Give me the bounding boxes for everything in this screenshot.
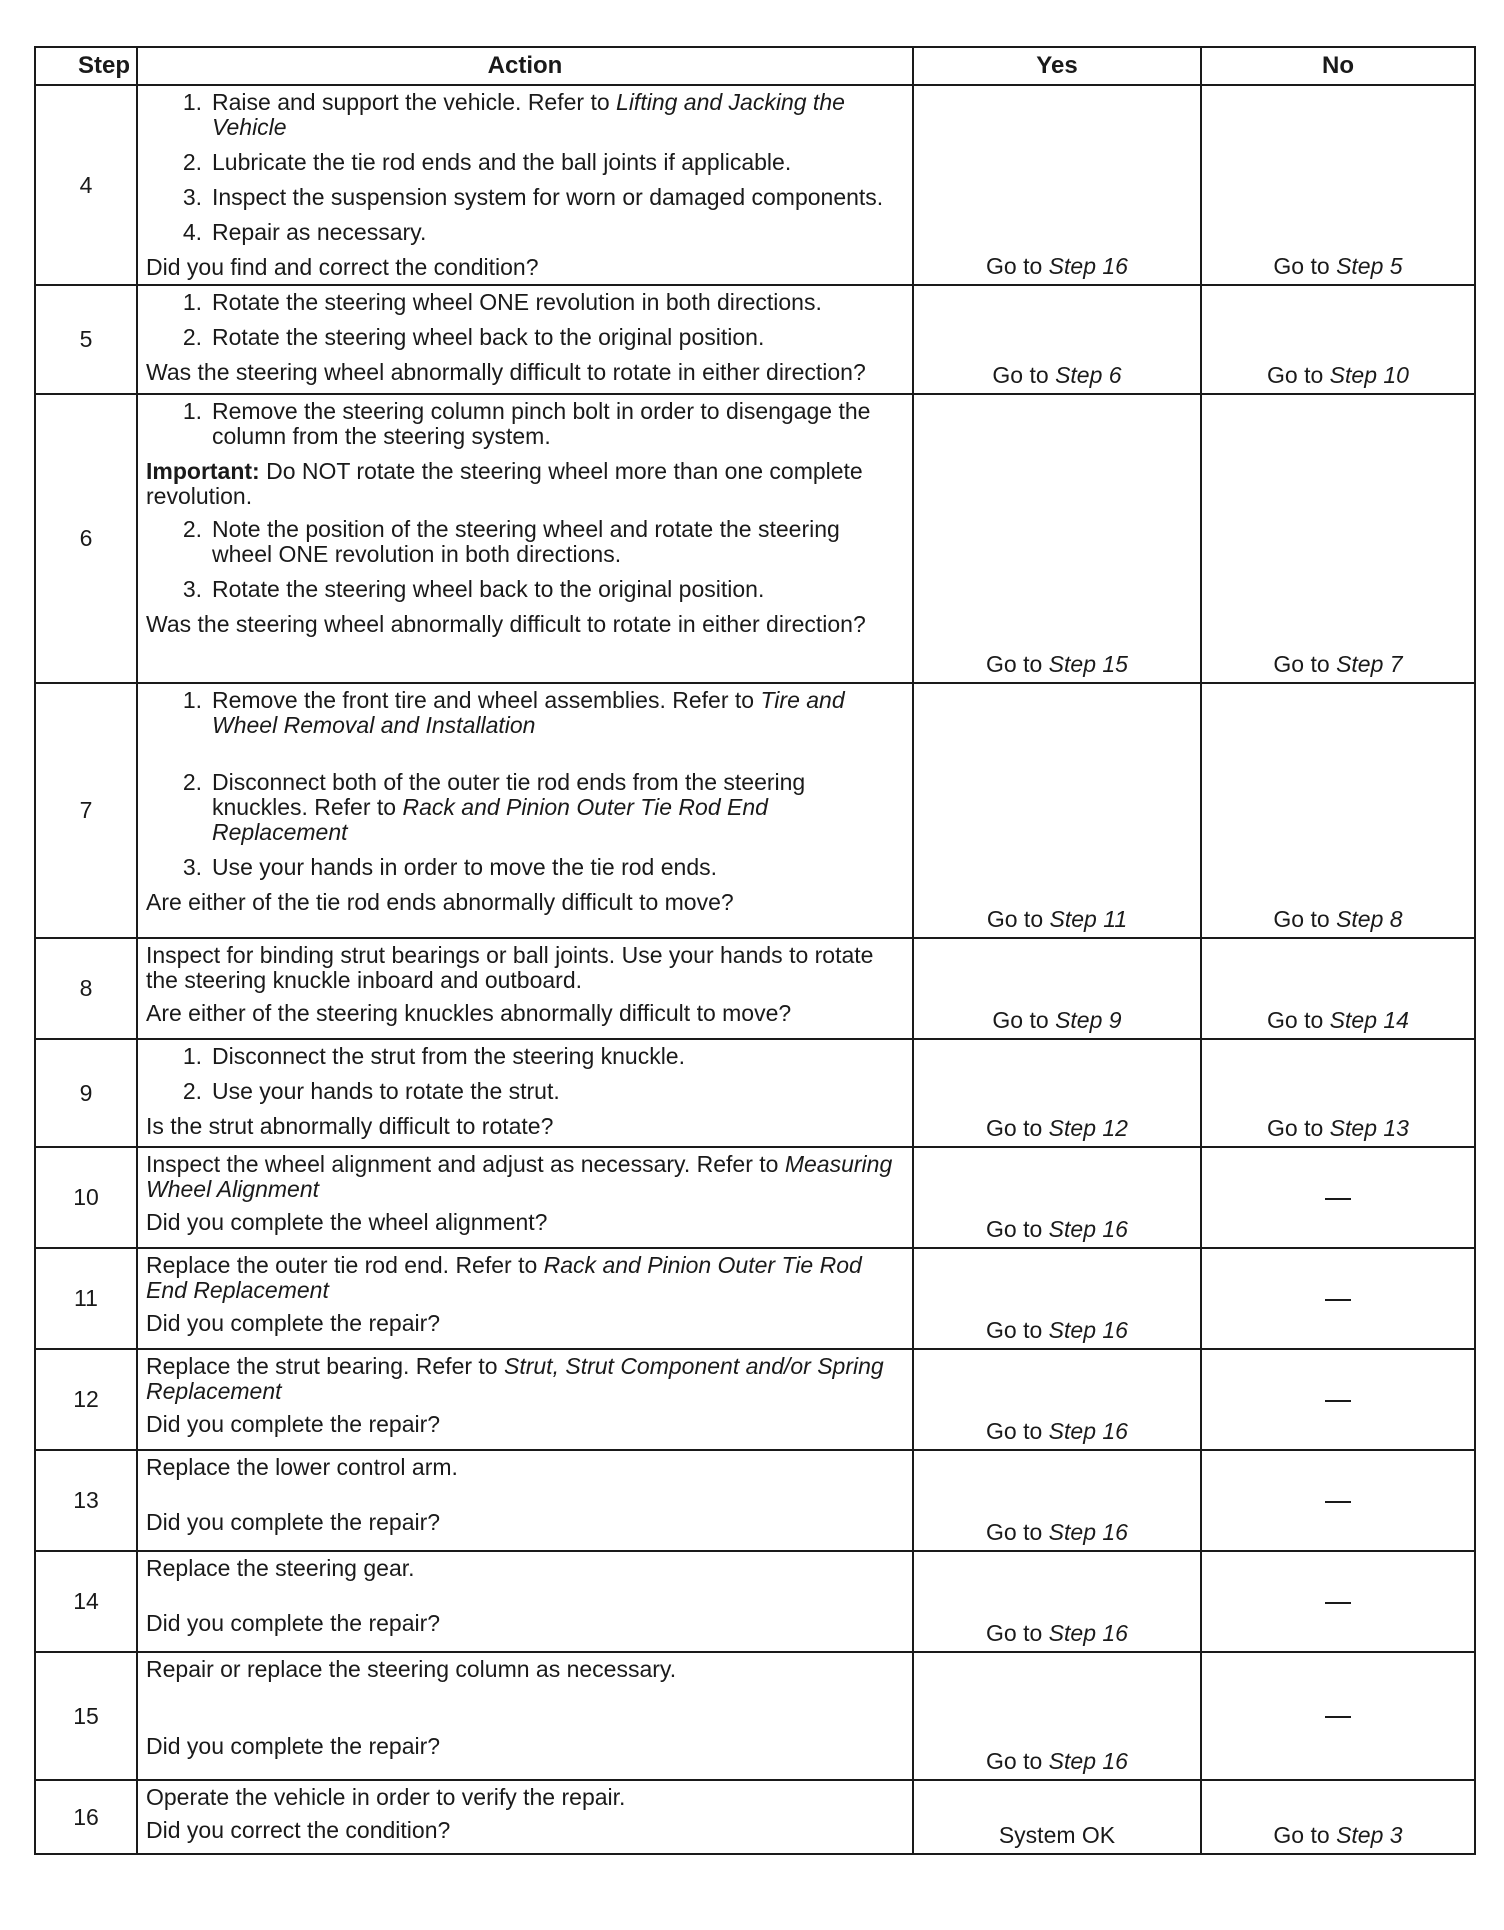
header-yes: Yes [913,47,1201,85]
step-row-13 [35,1450,1475,1551]
list-item: 4. Repair as necessary. [182,219,427,245]
step-number: 5 [35,285,137,394]
question: Did you find and correct the condition? [146,254,539,280]
action-cell [137,285,913,394]
list-item: 2. Lubricate the tie rod ends and the ball joints if applicable. [182,149,792,175]
yes-cell[interactable]: Go to Step 16 [913,1248,1201,1349]
no-cell[interactable]: Go to Step 10 [1201,285,1475,394]
step-row-7 [35,683,1475,938]
list-item: 1. Remove the front tire and wheel assemblies. Refer to Tire and Wheel Removal and Installation [182,687,845,738]
list-item: 2. Use your hands to rotate the strut. [182,1078,560,1104]
yes-cell[interactable]: Go to Step 16 [913,85,1201,285]
question: Did you correct the condition? [146,1817,451,1843]
header-step: Step [35,47,137,85]
action-text: Replace the strut bearing. Refer to Strut, Strut Component and/or Spring Replacement [146,1353,884,1404]
action-cell [137,683,913,938]
action-cell [137,85,913,285]
question: Are either of the tie rod ends abnormally difficult to move? [146,889,734,915]
action-text: Inspect the wheel alignment and adjust as necessary. Refer to Measuring Wheel Alignment [146,1151,893,1202]
dash-mark [1325,1299,1351,1301]
question: Did you complete the repair? [146,1411,441,1437]
yes-cell[interactable]: Go to Step 6 [913,285,1201,394]
list-item: 2. Rotate the steering wheel back to the original position. [182,324,765,350]
step-row-14 [35,1551,1475,1652]
action-text: Replace the lower control arm. [146,1454,458,1480]
action-text: Repair or replace the steering column as necessary. [146,1656,677,1682]
no-cell[interactable]: Go to Step 3 [1201,1780,1475,1854]
reference-link[interactable]: Rack and Pinion Outer Tie Rod End Replacement [146,1252,862,1303]
step-row-11 [35,1248,1475,1349]
header-action: Action [137,47,913,85]
step-row-15 [35,1652,1475,1780]
step-number: 4 [35,85,137,285]
action-cell [137,394,913,683]
no-cell [1201,1551,1475,1652]
yes-cell[interactable]: Go to Step 16 [913,1551,1201,1652]
step-number: 15 [35,1652,137,1780]
step-row-16 [35,1780,1475,1854]
list-item: 1. Remove the steering column pinch bolt in order to disengage the column from the steering system. [182,398,871,449]
question: Is the strut abnormally difficult to rotate? [146,1113,554,1139]
reference-link[interactable]: Lifting and Jacking the Vehicle [212,89,845,140]
yes-cell[interactable]: System OK [913,1780,1201,1854]
step-row-8 [35,938,1475,1039]
no-cell[interactable]: Go to Step 7 [1201,394,1475,683]
action-text: Replace the steering gear. [146,1555,415,1581]
step-row-4 [35,85,1475,285]
list-item: 1. Disconnect the strut from the steering knuckle. [182,1043,685,1069]
question: Was the steering wheel abnormally difficult to rotate in either direction? [146,611,866,637]
yes-cell[interactable]: Go to Step 16 [913,1349,1201,1450]
list-item: 2. Note the position of the steering wheel and rotate the steering wheel ONE revolution in both directions. [182,516,840,567]
list-item: 2. Disconnect both of the outer tie rod ends from the steering knuckles. Refer to Rack and Pinion Outer Tie Rod End Replacement [182,769,806,845]
question: Did you complete the repair? [146,1610,441,1636]
dash-mark [1325,1716,1351,1718]
yes-cell[interactable]: Go to Step 12 [913,1039,1201,1147]
question: Did you complete the wheel alignment? [146,1209,548,1235]
step-row-10 [35,1147,1475,1248]
no-cell[interactable]: Go to Step 8 [1201,683,1475,938]
yes-cell[interactable]: Go to Step 9 [913,938,1201,1039]
action-cell [137,1780,913,1854]
important-note: Important: Do NOT rotate the steering wheel more than one complete revolution. [146,458,863,509]
header-no: No [1201,47,1475,85]
question: Are either of the steering knuckles abnormally difficult to move? [146,1000,792,1026]
list-item: 3. Use your hands in order to move the tie rod ends. [182,854,718,880]
reference-link[interactable]: Strut, Strut Component and/or Spring Replacement [146,1353,884,1404]
step-row-9 [35,1039,1475,1147]
no-cell [1201,1450,1475,1551]
action-cell [137,938,913,1039]
step-number: 16 [35,1780,137,1854]
step-number: 7 [35,683,137,938]
step-number: 14 [35,1551,137,1652]
yes-cell[interactable]: Go to Step 15 [913,394,1201,683]
action-cell [137,1039,913,1147]
action-cell [137,1248,913,1349]
yes-cell[interactable]: Go to Step 16 [913,1450,1201,1551]
list-item: 1. Raise and support the vehicle. Refer to Lifting and Jacking the Vehicle [182,89,845,140]
step-number: 10 [35,1147,137,1248]
step-number: 6 [35,394,137,683]
action-cell [137,1147,913,1248]
step-number: 9 [35,1039,137,1147]
yes-cell[interactable]: Go to Step 16 [913,1147,1201,1248]
diagnostic-table [34,46,1476,1855]
dash-mark [1325,1602,1351,1604]
list-item: 3. Inspect the suspension system for worn or damaged components. [182,184,884,210]
no-cell [1201,1652,1475,1780]
action-cell [137,1450,913,1551]
yes-cell[interactable]: Go to Step 11 [913,683,1201,938]
reference-link[interactable]: Measuring Wheel Alignment [146,1151,893,1202]
no-cell [1201,1147,1475,1248]
question: Did you complete the repair? [146,1733,441,1759]
action-cell [137,1349,913,1450]
step-number: 13 [35,1450,137,1551]
question: Did you complete the repair? [146,1310,441,1336]
step-row-12 [35,1349,1475,1450]
no-cell[interactable]: Go to Step 5 [1201,85,1475,285]
step-number: 11 [35,1248,137,1349]
step-number: 8 [35,938,137,1039]
yes-cell[interactable]: Go to Step 16 [913,1652,1201,1780]
step-row-5 [35,285,1475,394]
list-item: 3. Rotate the steering wheel back to the original position. [182,576,765,602]
question: Did you complete the repair? [146,1509,441,1535]
action-text: Operate the vehicle in order to verify the repair. [146,1784,626,1810]
no-cell [1201,1248,1475,1349]
dash-mark [1325,1198,1351,1200]
dash-mark [1325,1501,1351,1503]
no-cell [1201,1349,1475,1450]
no-cell[interactable]: Go to Step 13 [1201,1039,1475,1147]
header-row [35,47,1475,85]
no-cell[interactable]: Go to Step 14 [1201,938,1475,1039]
step-number: 12 [35,1349,137,1450]
action-text: Replace the outer tie rod end. Refer to Rack and Pinion Outer Tie Rod End Replacement [146,1252,862,1303]
question: Was the steering wheel abnormally difficult to rotate in either direction? [146,359,866,385]
action-text: Inspect for binding strut bearings or ball joints. Use your hands to rotate the steering knuckle inboard and outboard. [146,942,874,993]
action-cell [137,1652,913,1780]
step-row-6 [35,394,1475,683]
dash-mark [1325,1400,1351,1402]
action-cell [137,1551,913,1652]
reference-link[interactable]: Tire and Wheel Removal and Installation [212,687,845,738]
list-item: 1. Rotate the steering wheel ONE revolution in both directions. [182,289,822,315]
reference-link[interactable]: Rack and Pinion Outer Tie Rod End Replacement [212,794,768,845]
